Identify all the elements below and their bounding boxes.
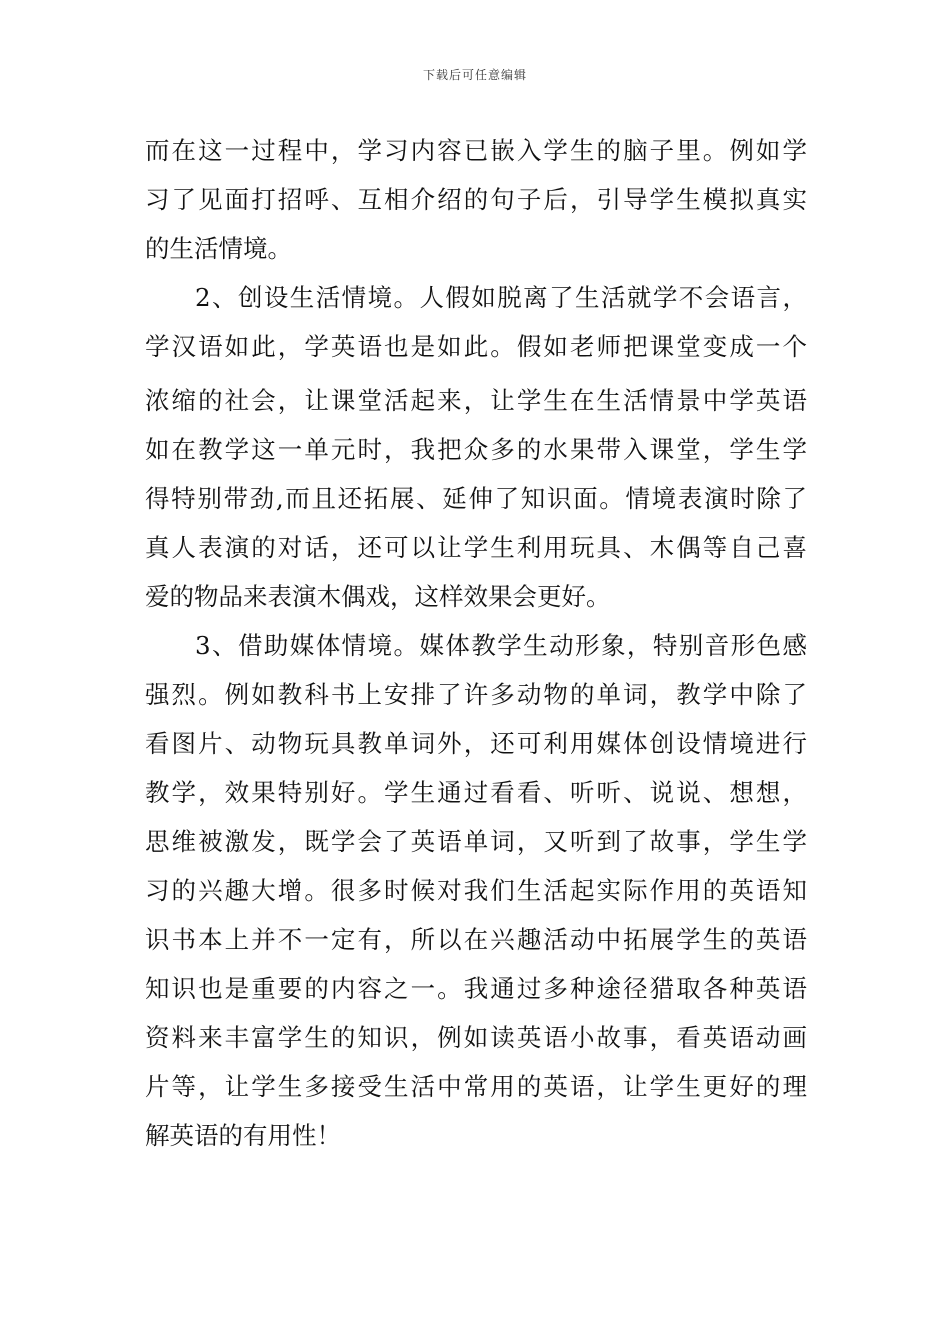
text-line: 得特别带劲,而且还拓展、延伸了知识面。情境表演时除了 — [145, 484, 807, 513]
text-line: 如在教学这一单元时，我把众多的水果带入课堂，学生学 — [145, 435, 807, 464]
text-line: 2、创设生活情境。人假如脱离了生活就学不会语言， — [195, 283, 807, 312]
text-line: 爱的物品来表演木偶戏，这样效果会更好。 — [145, 582, 611, 611]
text-line: 真人表演的对话，还可以让学生利用玩具、木偶等自己喜 — [145, 533, 807, 562]
text-line: 习的兴趣大增。很多时候对我们生活起实际作用的英语知 — [145, 876, 807, 905]
text-line: 看图片、动物玩具教单词外，还可利用媒体创设情境进行 — [145, 729, 807, 758]
text-line: 3、借助媒体情境。媒体教学生动形象，特别音形色感 — [195, 631, 807, 660]
text-line: 学汉语如此，学英语也是如此。假如老师把课堂变成一个 — [145, 332, 807, 361]
text-line: 识书本上并不一定有，所以在兴趣活动中拓展学生的英语 — [145, 925, 807, 954]
text-line: 的生活情境。 — [145, 234, 292, 263]
text-line: 强烈。例如教科书上安排了许多动物的单词，教学中除了 — [145, 680, 807, 709]
text-line: 片等，让学生多接受生活中常用的英语，让学生更好的理 — [145, 1072, 807, 1101]
text-line: 资料来丰富学生的知识，例如读英语小故事，看英语动画 — [145, 1023, 807, 1052]
text-line: 而在这一过程中，学习内容已嵌入学生的脑子里。例如学 — [145, 136, 807, 165]
text-line: 习了见面打招呼、互相介绍的句子后，引导学生模拟真实 — [145, 185, 807, 214]
text-line: 解英语的有用性！ — [145, 1121, 341, 1150]
text-line: 教学，效果特别好。学生通过看看、听听、说说、想想， — [145, 778, 807, 807]
text-line: 思维被激发，既学会了英语单词，又听到了故事，学生学 — [145, 827, 807, 856]
page-header: 下载后可任意编辑 — [422, 68, 527, 82]
text-line: 浓缩的社会，让课堂活起来，让学生在生活情景中学英语 — [145, 386, 807, 415]
text-line: 知识也是重要的内容之一。我通过多种途径猎取各种英语 — [145, 974, 807, 1003]
